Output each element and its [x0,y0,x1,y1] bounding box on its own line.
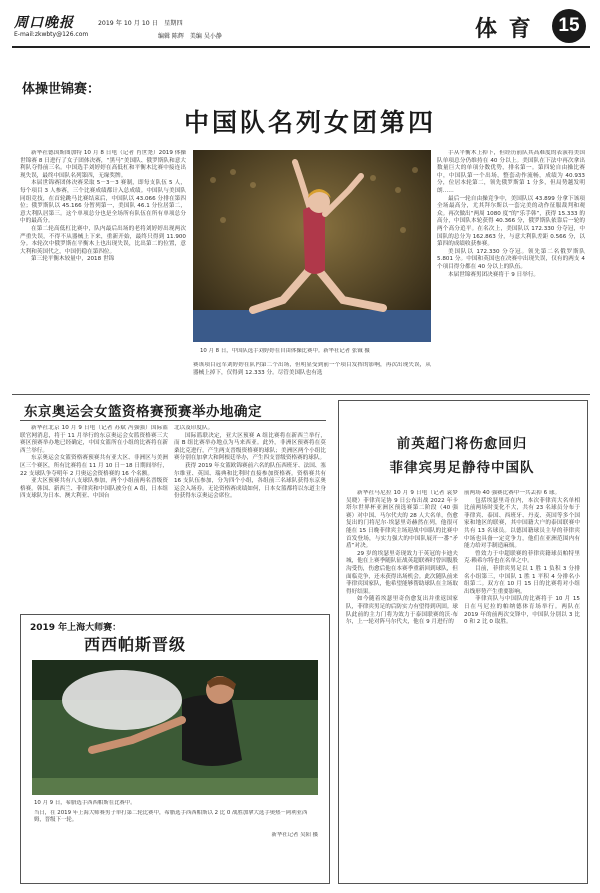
lead-kicker: 体操世锦赛： [22,82,101,97]
tennis-photo [32,660,318,795]
page-number-badge [552,9,586,43]
paragraph: 新华社德国斯图加特 10 月 8 日电（记者 肖世尧）2019 体操世锦赛 8 日进行了女子团体决赛，“黑马”美国队、俄罗斯队和意大利队夺得前三名。中国选手刘婷婷在高低杠和平衡木比赛中接连出现失误，最终中国队名列第四，无缘奖牌。 [20,150,186,179]
lead-photo-caption: 10 月 8 日，中国队选手刘婷婷在自由体操比赛中。新华社记者 张铖 摄 [200,348,370,354]
paragraph: 第三轮平衡木较量中，2018 世锦 [31,256,115,263]
lead-column-3 [437,150,585,390]
football-column-2 [464,490,580,876]
lead-column-2-bottom: 赛该项目冠军刘婷婷在队内第二个出场，但明显受到前一个项目发挥的影响，再次出现失误，从器械上掉下，仅得到 12.333 分。尽管美国队也有选 [193,362,431,376]
paragraph: 最后一轮自由操竞争中，美国队以 43.899 分拿下该项全场最高分，尤其拜尔斯以一套完美的动作征服裁判和观众。再次做出“两周 1080 度”的“乐手韩”，获得 15.333 的高分，中国队本轮获得 40.366 分，俄罗斯队依靠后一轮的两个高分追平。在名次上，美国队以 172.330 分夺冠，中国队的总分为 162.863 分，与意大利队差距 0.566 分，以第四的成绩收获参赛。 [437,195,585,248]
paragraph: 包括埃瑟里奇在内，本次菲律宾大名单相比前两场时变化不大，共有 23 名球员分布于菲律宾、泰国、西班牙、丹麦、英国等多个国家和地区的联赛，其中国籍大户的泰国联赛中共有 13 名球员。以德国籍球员主导的菲律宾中场也具备一定竞争力，他们在亚洲范围内有能力给对手制造麻烦。 [464,497,580,550]
football-column-1 [346,490,458,876]
football-headline-1: 前英超门将伤愈回归 [396,436,528,452]
tennis-caption-1: 10 月 9 日，希腊选手西西帕斯在比赛中。 [34,800,136,806]
lead-column-1 [20,150,186,390]
paragraph: 亚大区预赛共有八支球队参加，两个小组前两名晋级资格赛。韩国、新西兰、菲律宾和中国队被分在 A 组，日本组四支球队为日本、澳大利亚、中国台 [20,478,168,500]
masthead-rule [12,46,590,48]
paragraph: 获得 2019 年女篮欧锦赛前六名的队伍西班牙、法国、塞尔维亚、英国、瑞典和比利时直接参加资格赛。资格赛共有 16 支队伍参加，分为四个小组，各组前三名球队获得东京奥运会入场券。无论资格赛成绩如何，日本女篮都将以东道主身份获得东京奥运会席位。 [174,462,326,500]
paragraph: 菲律宾队与中国队的比赛将于 10 月 15 日在马尼拉的帕纳德体育场举行。两队在 2019 年的前两次交锋中，中国队分别以 3 比 0 和 2 比 0 取胜。 [464,596,580,626]
paragraph: 本届世锦赛团体决赛采取 5－3－3 赛制，即每支队伍 5 人，每个项目 3 人参赛，三个比赛成绩都计入总成绩。中国队与美国队同组竞技，在首轮跳马比赛结束后，中国队以 43.066 分排在第四位；俄罗斯队以 45.166 分暂列第一，美国队 46.1 分位居第二，意大利队居第三。这个单项总分也是全场所有队伍在所有单项总分中的最高分。 [20,180,186,225]
paragraph: 手从平衡木上掉下，但经历前队其高难度的表演将美国队单项总分仍维持在 40 分以上。美国队在下法中再次拿出数量巨大的单项分数优势，排名第一。第四轮自由操比赛中，中国队第一个出场，整套动作流畅，成绩为 40.933 分，位居本轮第二，领先俄罗斯第 1 分多，但局势越发明朗…… [437,150,585,194]
editor-credit: 编辑 陈辉 美编 吴小静 [158,33,222,40]
paragraph: 新华社北京 10 月 9 日电（记者 苏斌 冯强强）国际篮联官网消息，将于 11 月举行的东京奥运会女篮资格赛三大赛区预赛举办地已经确定，中国女篮所在小组的比赛将在新西兰举行。 [20,425,168,454]
issue-date: 2019 年 10 月 10 日 星期四 [98,20,183,27]
page-number: 15 [558,15,580,36]
basketball-column-1 [20,425,168,613]
section-title: 体 育 [475,16,533,42]
paragraph: 曾效力于中超联赛的菲律宾籍球员帕特里克·赖希尔特也在名单之中。 [464,550,580,565]
paper-name: 周口晚报 [14,15,74,31]
tennis-headline: 西西帕斯晋级 [84,635,187,654]
lead-headline: 中国队名列女团第四 [183,108,436,137]
section-divider [12,394,590,395]
paragraph: 前两场 40 强赛比赛中一共丢掉 6 球。 [464,490,561,496]
tennis-photo-credit: 新华社记者 吴阳 摄 [271,832,318,838]
basketball-column-2 [174,425,326,613]
paragraph: 如今随着埃瑟里奇伤愈复出并重返国家队，菲律宾男足的后防实力有望得到巩固。球队此前的主力门将为效力于泰国联赛的沃·布尔，上一轮对阵马尔代夫，他在 9 月进行的 [346,596,458,626]
paragraph: 国际篮联决定，亚大区预赛 A 组比赛将在新西兰举行，而 B 组比赛举办地点为马来西亚。此外，非洲区预赛将在莫桑比克进行，产生两支晋级资格赛的球队；美洲区两个小组比赛分别在加拿大和阿根廷举办，产生四支晋级资格赛的球队。 [174,432,326,462]
paragraph: 北以及印度队。 [174,425,214,431]
tennis-illustration [32,660,318,795]
gymnast-photo [193,150,431,342]
paragraph: 本届世锦赛男团决赛将于 9 日举行。 [448,271,540,278]
tennis-caption-2: 当日，在 2019 年上海大师赛男子单打第二轮比赛中，希腊选手西西帕斯以 2 比 0 战胜加拿大选手奥热－阿利亚西姆，晋级下一轮。 [34,810,308,824]
tennis-kicker: 2019 年上海大师赛： [30,623,122,633]
email: E-mail:zkwbty@126.com [14,31,89,38]
paragraph: 在第二轮高低杠比赛中，队内最后出场的老将刘婷婷出现两次严重失误，不得不从器械上下来，重新开始，最终只得到 11.900 分。本轮次中俄罗斯在平衡木上也出现失误，比出第二的位置，意大利和英国代之，中国仍稳在第四位。 [20,225,186,255]
paragraph: 美国队以 172.330 分夺冠。领先第二名俄罗斯队 5.801 分。中国和英国也在决赛中出现失误，仅有的两支 4 个项目得分都在 40 分以上的队伍。 [437,248,585,270]
paragraph: 目前，菲律宾男足以 1 胜 1 负积 3 分排名小组第三，中国队 1 胜 1 平积 4 分排名小组第二。双方在 10 月 15 日的比赛将对小组出线形势产生重要影响。 [464,565,580,595]
paragraph: 东京奥运会女篮资格赛预赛共有亚大区、非洲区与美洲区三个赛区，所有比赛将在 11 月 10 日－18 日期间举行，22 支球队争夺明年 2 月奥运会资格赛的 16 个名额。 [20,455,168,477]
basketball-headline: 东京奥运会女篮资格赛预赛举办地确定 [24,404,262,420]
headline-underline [20,420,326,421]
paragraph: 29 岁的埃瑟里奇现效力于英冠的卡迪夫城，他在上赛季随队征战英超联赛时曾因腹股沟受伤，伤愈后他在本赛季重新回到球队，但面临竞争，还未获得出场机会。此次随队前来菲律宾国家队，他希望能够帮助球队在主场取得好结果。 [346,550,458,595]
masthead [12,6,590,72]
football-headline-2: 菲律宾男足静待中国队 [389,460,535,476]
paragraph: 新华社马尼拉 10 月 9 日电（记者 袁梦 吴晓）菲律宾足协 9 日公布出战 2022 年卡塔尔世界杯亚洲区预选赛第二阶段（40 强赛）对中国、马尔代夫的 28 人大名单，伤愈复出的门将尼尔·埃瑟里奇赫然在列，他很可能在 15 日晚菲律宾主场迎战中国队的比赛中首发登场，与实力强大的中国队展开一番“矛盾”对决。 [346,490,458,550]
gymnast-illustration [193,150,431,342]
